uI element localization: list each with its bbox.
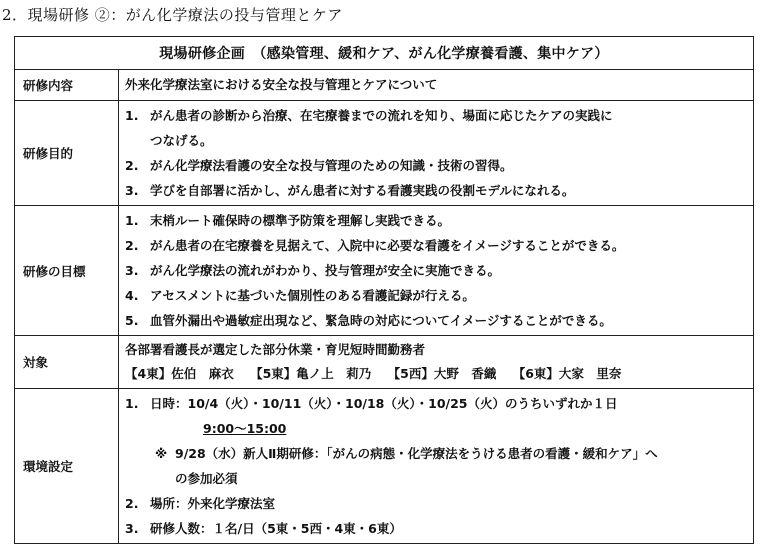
table-title: 現場研修企画 （感染管理、緩和ケア、がん化学療養看護、集中ケア）: [15, 37, 754, 70]
purpose-item-number: 1.: [125, 108, 139, 123]
headcount-item: [125, 516, 747, 541]
goals-label: 研修の目標: [15, 206, 119, 336]
schedule-item: [125, 391, 747, 416]
goals-cell: [119, 206, 754, 336]
location-item: [125, 491, 747, 516]
environment-row: [15, 389, 754, 544]
headcount-text: 研修人数：１名/日（5東・5西・4東・6東）: [150, 521, 402, 536]
target-row: [15, 336, 754, 389]
location-item-number: 2.: [125, 496, 139, 511]
participant: 【4東】佐伯 麻衣: [125, 366, 234, 381]
goal-item: [125, 258, 747, 283]
goal-item-text: 血管外漏出や過敏症出現など、緊急時の対応についてイメージすることができる。: [150, 313, 612, 328]
content-text: 外来化学療法室における安全な投与管理とケアについて: [125, 77, 438, 92]
note-mark: ※: [155, 446, 168, 461]
goal-item-number: 5.: [125, 313, 139, 328]
participant: 【5西】大野 香織: [387, 366, 497, 381]
section-heading: 2．現場研修 ②：がん化学療法の投与管理とケア: [2, 6, 343, 24]
content-row: [15, 70, 754, 101]
target-description: 各部署看護長が選定した部分休業・育児短時間勤務者: [125, 342, 426, 357]
purpose-item-number: 2.: [125, 158, 139, 173]
goal-item-number: 1.: [125, 213, 139, 228]
location-text: 場所：外来化学療法室: [150, 496, 276, 511]
purpose-item-text: 学びを自部署に活かし、がん患者に対する看護実践の役割モデルになれる。: [150, 183, 575, 198]
purpose-item-text: がん化学療法看護の安全な投与管理のための知識・技術の習得。: [150, 158, 513, 173]
goal-item: [125, 283, 747, 308]
goal-item-text: がん患者の在宅療養を見据えて、入院中に必要な看護をイメージすることができる。: [150, 238, 625, 253]
purpose-item-text: がん患者の診断から治療、在宅療養までの流れを知り、場面に応じたケアの実践に: [150, 108, 613, 123]
training-plan-table: [14, 36, 754, 544]
title-row: [15, 37, 754, 70]
purpose-item: [125, 153, 747, 178]
schedule-item-number: 1.: [125, 396, 139, 411]
target-label: 対象: [15, 336, 119, 389]
schedule-time-line: [125, 416, 747, 441]
goal-item: [125, 208, 747, 233]
goal-item-text: がん化学療法の流れがわかり、投与管理が安全に実施できる。: [150, 263, 501, 278]
content-cell: [119, 70, 754, 101]
purpose-item-number: 3.: [125, 183, 139, 198]
goal-item: [125, 233, 747, 258]
goals-row: [15, 206, 754, 336]
participant: 【6東】大家 里奈: [512, 366, 622, 381]
schedule-time: 9:00～15:00: [203, 421, 287, 436]
environment-cell: [119, 389, 754, 544]
environment-label: 環境設定: [15, 389, 119, 544]
goal-item-text: アセスメントに基づいた個別性のある看護記録が行える。: [150, 288, 475, 303]
purpose-label: 研修目的: [15, 101, 119, 206]
purpose-item: [125, 103, 747, 128]
note-continuation: の参加必須: [175, 471, 238, 486]
purpose-cell: [119, 101, 754, 206]
purpose-row: [15, 101, 754, 206]
target-cell: [119, 336, 754, 389]
goal-item-text: 末梢ルート確保時の標準予防策を理解し実践できる。: [150, 213, 451, 228]
schedule-note: [125, 441, 747, 466]
goal-item: [125, 308, 747, 333]
schedule-dates: 日時：10/4（火）・10/11（火）・10/18（火）・10/25（火）のうちいずれか１日: [150, 396, 618, 411]
headcount-item-number: 3.: [125, 521, 139, 536]
purpose-item-continuation: つなげる。: [150, 133, 213, 148]
purpose-item: [125, 178, 747, 203]
participant-list: [125, 362, 747, 386]
goal-item-number: 2.: [125, 238, 139, 253]
goal-item-number: 4.: [125, 288, 139, 303]
participant: 【5東】亀ノ上 莉乃: [250, 366, 372, 381]
content-label: 研修内容: [15, 70, 119, 101]
goal-item-number: 3.: [125, 263, 139, 278]
note-text: 9/28（水）新人Ⅱ期研修：「がんの病態・化学療法をうける患者の看護・緩和ケア」へ: [175, 446, 658, 461]
